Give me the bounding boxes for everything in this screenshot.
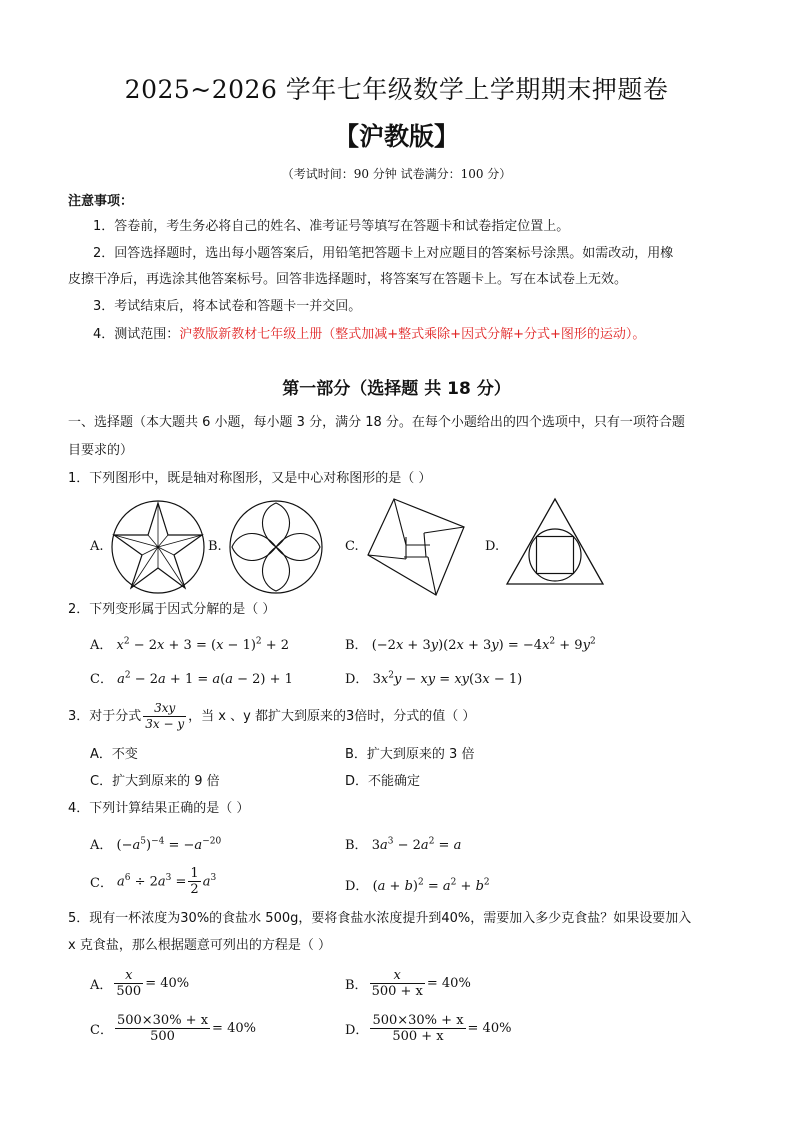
part1-title: 第一部分（选择题 共 18 分）: [282, 379, 511, 399]
q4-label-d: D．: [345, 879, 369, 894]
q4-label-c: C．: [90, 876, 113, 891]
q5-label-c: C．: [90, 1023, 113, 1038]
q3-fraction-numerator: 3xy: [143, 701, 186, 717]
q3-fraction: [143, 701, 186, 732]
q2-option-d: [345, 668, 522, 687]
q4-expr-b: $3a^3 - 2a^2 = a$: [371, 836, 462, 853]
q5-d-denominator: 500 + x: [392, 1029, 444, 1044]
star-in-circle-figure: [108, 497, 208, 597]
section-instruction-2: 目要求的）: [68, 443, 134, 458]
q4-option-b: [345, 834, 461, 853]
q4-expr-d: $(a + b)^2 = a^2 + b^2$: [372, 877, 490, 894]
q5-label-a: A．: [90, 978, 113, 993]
q5-label-d: D．: [345, 1023, 369, 1038]
q4-label-a: A．: [90, 838, 113, 853]
q5-d-fraction: [370, 1013, 465, 1044]
q5-a-denominator: 500: [116, 984, 142, 999]
q4-option-c: C． $a^6 \div 2a^3$ = $\frac{1}{2}$ $a^3$: [90, 866, 217, 897]
q5-option-b: [345, 968, 471, 999]
q4-fraction: $\frac{1}{2}$: [190, 866, 199, 897]
pinwheel-square-figure: [366, 497, 466, 597]
q5-d-rhs: = 40%: [467, 1021, 512, 1036]
notice-item-4-prefix: 4．测试范围：: [93, 327, 180, 342]
q5-option-a: [90, 968, 189, 999]
q5-b-numerator: x: [370, 968, 425, 984]
q4-label-b: B．: [345, 838, 368, 853]
notice-item-1: 1．答卷前，考生务必将自己的姓名、准考证号等填写在答题卡和试卷指定位置上。: [93, 219, 570, 234]
q5-c-fraction: [115, 1013, 210, 1044]
q2-label-b: B．: [345, 638, 368, 653]
q5-stem-line1: 5．现有一杯浓度为30%的食盐水 500g，要将食盐水浓度提升到40%，需要加入多少克食盐？如果设要加入: [68, 911, 692, 926]
q2-expr-a: $x^2 - 2x + 3 = (x - 1)^2 + 2$: [116, 636, 290, 653]
q5-b-rhs: = 40%: [426, 976, 471, 991]
q5-c-rhs: = 40%: [212, 1021, 256, 1036]
q3-option-b: B．扩大到原来的 3 倍: [345, 747, 475, 762]
q2-expr-d: $3x^2y$ − xy = xy(3x − 1): [372, 670, 523, 687]
section-instruction-1: 一、选择题（本大题共 6 小题，每小题 3 分，满分 18 分。在每个小题给出的四个选项中，只有一项符合题: [68, 415, 685, 430]
q2-option-c: [90, 668, 293, 687]
q5-a-rhs: = 40%: [145, 976, 190, 991]
q5-b-denominator: 500 + x: [371, 984, 423, 999]
q4-expr-c: $a^6 \div 2a^3$ =: [116, 873, 187, 890]
q5-a-numerator: x: [114, 968, 143, 984]
q5-b-fraction: [370, 968, 425, 999]
exam-title: 2025~2026 学年七年级数学上学期期末押题卷: [124, 75, 669, 104]
q2-option-a: [90, 634, 289, 653]
q2-label-d: D．: [345, 672, 369, 687]
q1-label-b: B.: [208, 539, 222, 554]
circle-square-in-triangle-figure: [505, 497, 605, 587]
q4-stem: 4．下列计算结果正确的是（ ）: [68, 801, 250, 816]
q2-label-a: A．: [90, 638, 113, 653]
q3-fraction-denominator: 3x − y: [145, 717, 185, 731]
q2-stem: 2．下列变形属于因式分解的是（ ）: [68, 602, 276, 617]
q1-stem: 1．下列图形中，既是轴对称图形，又是中心对称图形的是（ ）: [68, 471, 432, 486]
q5-c-numerator: 500×30% + x: [116, 1013, 209, 1028]
q3-prefix: 3．对于分式: [68, 708, 142, 724]
q5-a-fraction: [114, 968, 143, 999]
q1-label-a: A.: [90, 539, 104, 554]
notice-item-2-cont: 皮擦干净后，再选涂其他答案标号。回答非选择题时，将答案写在答题卡上。写在本试卷上无效。: [68, 272, 628, 287]
q1-label-c: C.: [345, 539, 359, 554]
notice-item-4: [93, 326, 645, 344]
q2-expr-c: $a^2 - 2a + 1 = a(a - 2) + 1$: [117, 670, 293, 687]
notice-item-3: 3．考试结束后，将本试卷和答题卡一并交回。: [93, 299, 362, 314]
q5-option-d: [345, 1013, 511, 1044]
q3-option-c: C．扩大到原来的 9 倍: [90, 774, 220, 789]
q5-d-numerator: 500×30% + x: [372, 1013, 464, 1028]
q5-label-b: B．: [345, 978, 368, 993]
q5-c-denominator: 500: [150, 1029, 175, 1044]
petals-in-circle-figure: [227, 498, 325, 596]
q3-option-a: A．不变: [90, 747, 138, 762]
test-scope: 沪教版新教材七年级上册（整式加减+整式乘除+因式分解+分式+图形的运动）。: [179, 327, 646, 342]
q3-suffix: ，当 x 、y 都扩大到原来的3倍时，分式的值（ ）: [188, 708, 476, 724]
notice-heading: 注意事项：: [68, 194, 134, 209]
q3-option-d: D．不能确定: [345, 774, 421, 789]
q5-option-c: [90, 1013, 256, 1044]
edition-label: 【沪教版】: [333, 122, 459, 151]
q2-label-c: C．: [90, 672, 113, 687]
q5-stem-line2: x 克食盐，那么根据题意可列出的方程是（ ）: [68, 938, 331, 953]
exam-info: （考试时间：90 分钟 试卷满分：100 分）: [281, 167, 512, 181]
q3-stem: [68, 701, 475, 732]
notice-item-2: 2．回答选择题时，选出每小题答案后，用铅笔把答题卡上对应题目的答案标号涂黑。如需改动，用橡: [93, 246, 674, 261]
q4-expr-a: $(-a^5)^{-4} = -a^{-20}$: [116, 836, 222, 853]
q4-option-a: [90, 834, 221, 853]
q4-option-d: [345, 875, 490, 894]
q2-expr-b: $(-2x + 3y)(2x + 3y) = -4x^2 + 9y^2$: [371, 636, 596, 653]
q1-label-d: D.: [485, 539, 500, 554]
q2-option-b: [345, 634, 596, 653]
